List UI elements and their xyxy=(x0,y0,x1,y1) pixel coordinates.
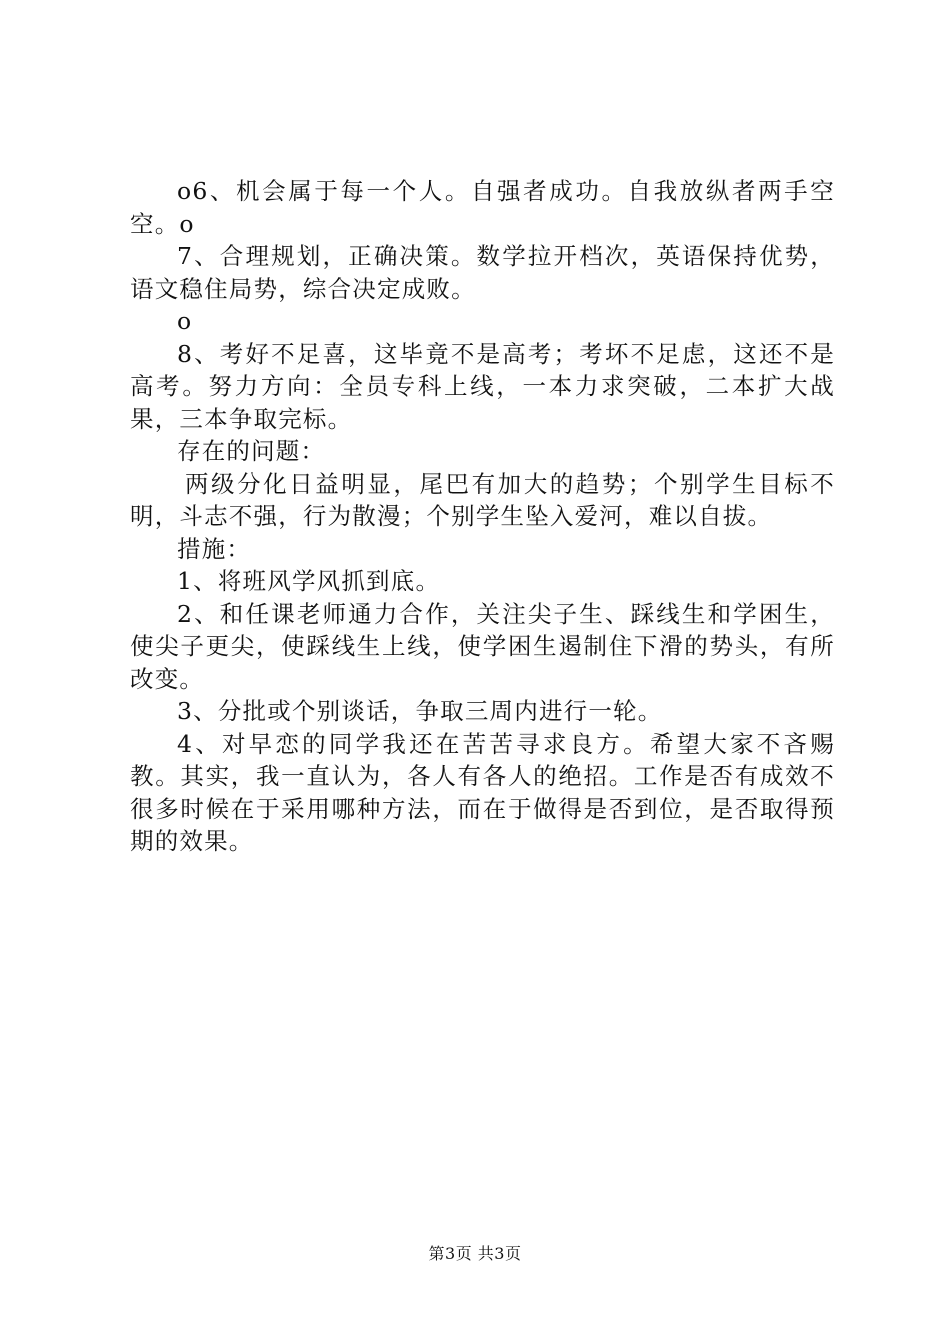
measure-item-2: 2、和任课老师通力合作，关注尖子生、踩线生和学困生，使尖子更尖，使踩线生上线，使学困生遏制住下滑的势头，有所改变。 xyxy=(130,599,835,693)
measure-item-3: 3、分批或个别谈话，争取三周内进行一轮。 xyxy=(177,697,663,725)
measure-item-1: 1、将班风学风抓到底。 xyxy=(177,567,441,595)
paragraph-item-8: 8、考好不足喜，这毕竟不是高考；考坏不足虑，这还不是高考。努力方向：全员专科上线，一本力求突破，二本扩大战果，三本争取完标。 xyxy=(130,339,835,433)
document-body xyxy=(130,175,835,858)
paragraph-item-7: 7、合理规划，正确决策。数学拉开档次，英语保持优势，语文稳住局势，综合决定成败。 xyxy=(130,242,835,303)
page-footer: 第3页 共3页 xyxy=(428,1244,522,1263)
paragraph-stray-mark: o xyxy=(177,307,193,335)
paragraph-problems: 两级分化日益明显，尾巴有加大的趋势；个别学生目标不明，斗志不强，行为散漫；个别学生坠入爱河，难以自拔。 xyxy=(130,469,835,530)
measure-item-4: 4、对早恋的同学我还在苦苦寻求良方。希望大家不吝赐教。其实，我一直认为，各人有各人的绝招。工作是否有成效不很多时候在于采用哪种方法，而在于做得是否到位，是否取得预期的效果。 xyxy=(130,729,835,855)
heading-measures: 措施： xyxy=(177,534,252,563)
heading-problems: 存在的问题： xyxy=(177,437,326,465)
paragraph-item-6: o6、机会属于每一个人。自强者成功。自我放纵者两手空空。o xyxy=(130,177,835,238)
